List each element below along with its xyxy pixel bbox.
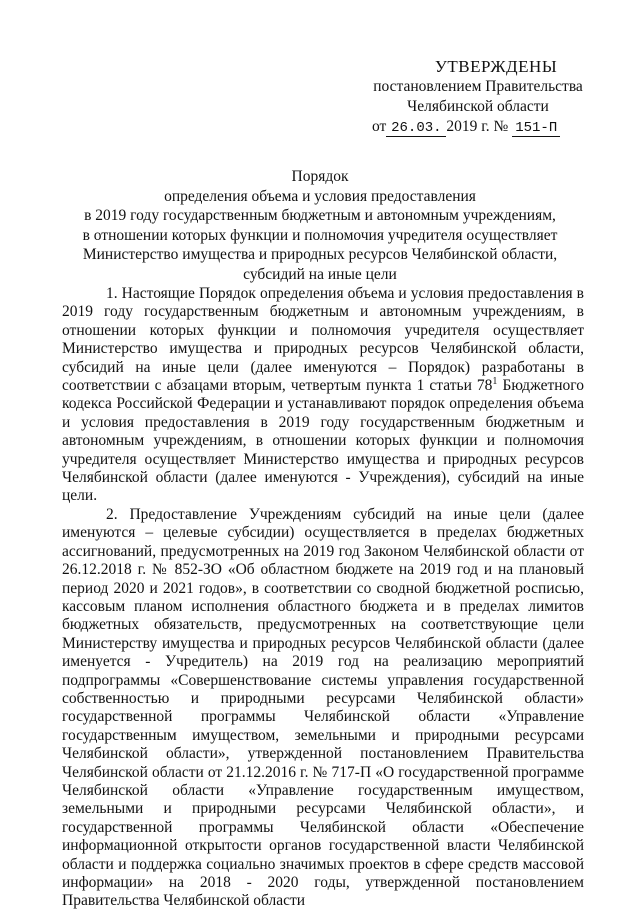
approval-date-line <box>372 117 584 137</box>
paragraph-1 <box>62 285 584 506</box>
document-title <box>40 167 600 285</box>
approval-number: 151-П <box>512 120 560 137</box>
title-line-6: субсидий на иные цели <box>243 265 397 283</box>
approval-stamp <box>372 57 584 137</box>
paragraph-2: 2. Предоставление Учреждениям субсидий на иные цели (далее именуются – целевые субсидии) осуществляется в пределах бюджетных ассигнований, предусмотренных на 2019 год Законом Челябинской области от 26.12.2018 г. № 852-ЗО «Об областном бюджете на 2019 год и на плановый период 2020 и 2021 годов», в соответствии со сводной бюджетной росписью, кассовым планом исполнения областного бюджета и в пределах лимитов бюджетных обязательств, предусмотренных на соответствующие цели Министерству имущества и природных ресурсов Челябинской области (далее именуется - Учредитель) на 2019 год на реализацию мероприятий подпрограммы «Совершенствование системы управления государственной собственностью и природными ресурсами Челябинской области» государственной программы Челябинской области «Управление государственным имуществом, земельными и природными ресурсами Челябинской области», утвержденной постановлением Правительства Челябинской области от 21.12.2016 г. № 717-П «О государственной программе Челябинской области «Управление государственным имуществом, земельными и природными ресурсами Челябинской области», и государственной программы Челябинской области «Обеспечение информационной открытости органов государственной власти Челябинской области и поддержка социально значимых проектов в сфере средств массовой информации» на 2018 - 2020 годы, утвержденной постановлением Правительства Челябинской области <box>62 505 584 910</box>
title-line-2: определения объема и условия предоставления <box>164 187 476 205</box>
document-body <box>62 285 584 911</box>
title-line-3: в 2019 году государственным бюджетным и автономным учреждениям, <box>84 207 556 225</box>
date-prefix: от <box>372 118 387 135</box>
approval-line-2: Челябинской области <box>407 98 549 115</box>
paragraph-1-text-b: Бюджетного кодекса Российской Федерации и устанавливают порядок определения объема и условия предоставления в 2019 году государственным бюджетным и автономным учреждениям, в отношении которых функции и полномочия учредителя осуществляет Министерство имущества и природных ресурсов Челябинской области (далее именуются - Учреждения), субсидий на иные цели. <box>62 377 584 505</box>
paragraph-1-superscript: 1 <box>492 376 498 388</box>
approval-heading: УТВЕРЖДЕНЫ <box>434 57 558 76</box>
approval-year: 2019 г. № <box>446 118 509 135</box>
approval-date: 26.03. <box>386 120 446 137</box>
approval-line-1: постановлением Правительства <box>373 78 583 95</box>
title-line-4: в отношении которых функции и полномочия учредителя осуществляет <box>82 226 558 244</box>
title-line-5: Министерство имущества и природных ресурсов Челябинской области, <box>82 246 558 264</box>
paragraph-1-text-a: 1. Настоящие Порядок определения объема и условия предоставления в 2019 году государственным бюджетным и автономным учреждениям, в отношении которых функции и полномочия учредителя осуществляет Министерство имущества и природных ресурсов Челябинской области, субсидий на иные цели (далее именуются – Порядок) разработаны в соответствии с абзацами вторым, четвертым пункта 1 статьи 78 <box>62 285 584 395</box>
title-line-1: Порядок <box>291 168 349 185</box>
